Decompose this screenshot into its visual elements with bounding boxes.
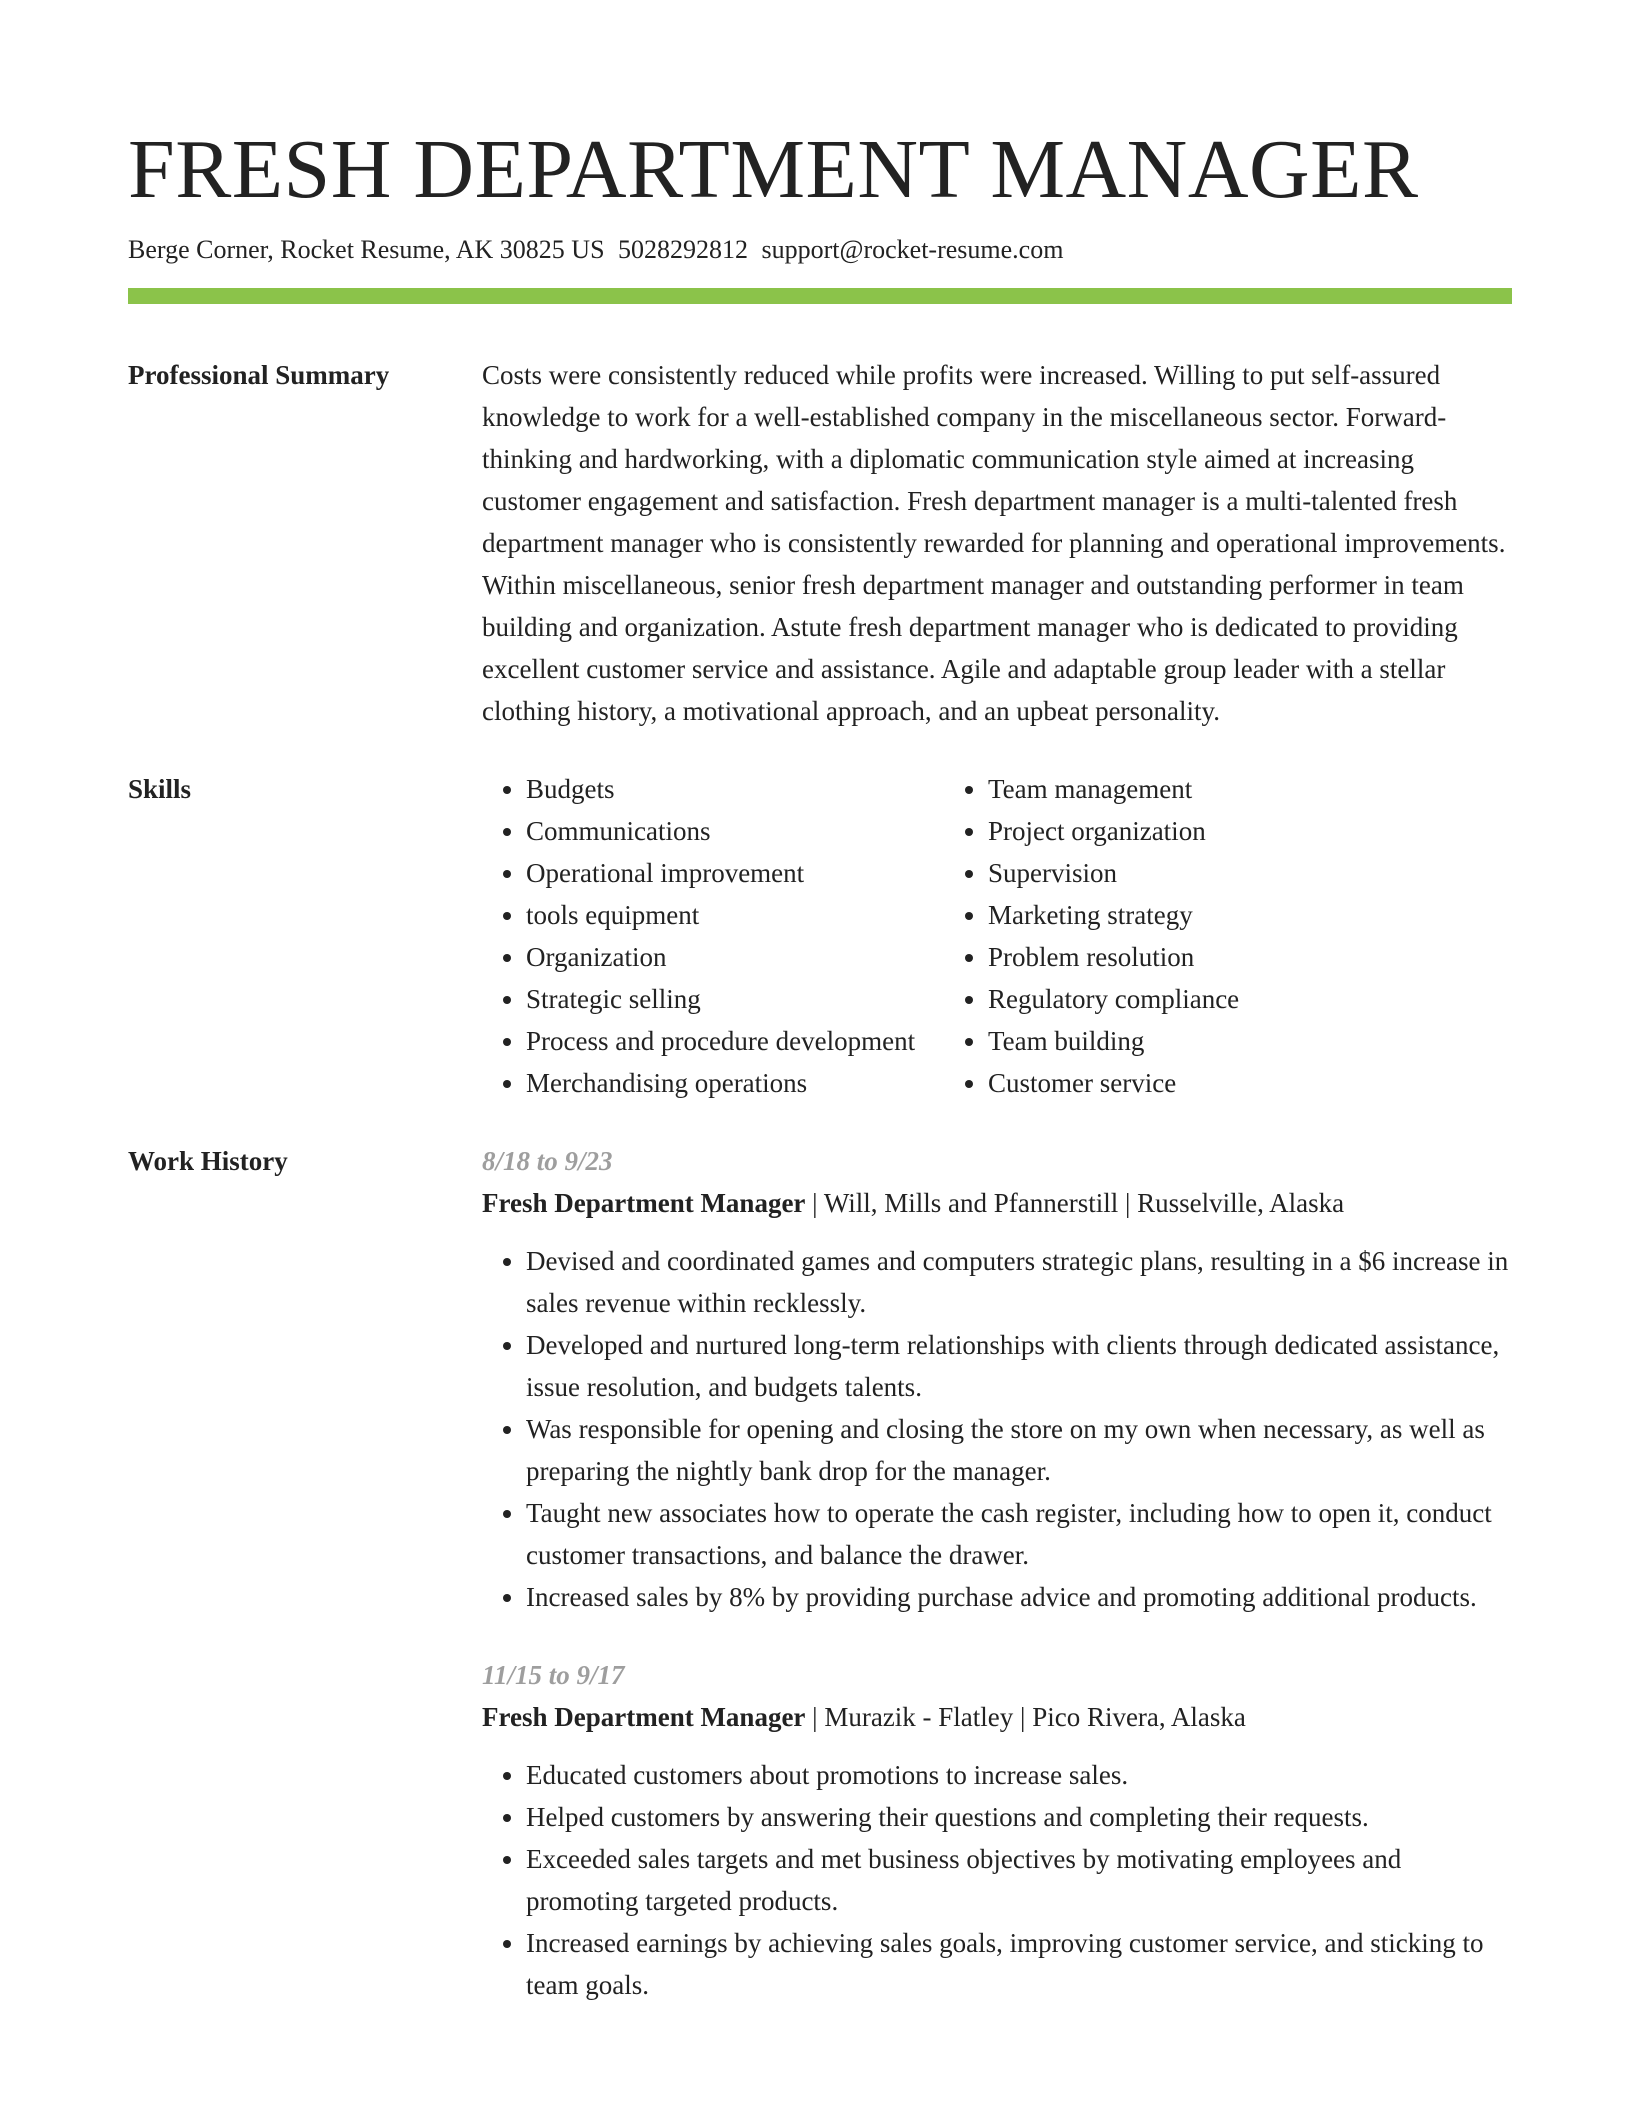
contact-email: support@rocket-resume.com [761,235,1064,264]
skill-item: • Process and procedure development [526,1020,944,1062]
job-separator: | [812,1188,824,1218]
job-bullets [482,1240,1512,1618]
job-bullets [482,1754,1512,2006]
summary-label: Professional Summary [128,360,390,390]
work-body [482,1140,1512,2042]
skill-item: • Budgets [526,768,944,810]
job-bullet: • Taught new associates how to operate the cash register, including how to open it, conduct customer transactions, and balance the drawer. [526,1492,1512,1576]
contact-address: Berge Corner, Rocket Resume, AK 30825 US [128,235,605,264]
job-dates: 11/15 to 9/17 [482,1660,625,1690]
work-label: Work History [128,1146,288,1176]
skill-item: • Project organization [988,810,1512,852]
job-title: Fresh Department Manager [482,1188,806,1218]
skill-item: • Operational improvement [526,852,944,894]
skill-item: • Strategic selling [526,978,944,1020]
summary-body [482,354,1512,732]
job-location: Russelville, Alaska [1137,1188,1345,1218]
job-dates: 8/18 to 9/23 [482,1146,613,1176]
skills-grid [482,768,1512,1104]
resume-page [128,120,1512,2042]
resume-name: FRESH DEPARTMENT MANAGER [128,123,1419,216]
job-bullet: • Exceeded sales targets and met business objectives by motivating employees and promoting targeted products. [526,1838,1512,1922]
job-title-line [482,1182,1512,1224]
summary-text: Costs were consistently reduced while profits were increased. Willing to put self-assured knowledge to work for a well-established company in the miscellaneous sector. Forward-thinking and hardworking, with a diplomatic communication style aimed at increasing customer engagement and satisfaction. Fresh department manager is a multi-talented fresh department manager who is consistently rewarded for planning and operational improvements. Within miscellaneous, senior fresh department manager and outstanding performer in team building and organization. Astute fresh department manager who is dedicated to providing excellent customer service and assistance. Agile and adaptable group leader with a stellar clothing history, a motivational approach, and an upbeat personality. [482,360,1506,726]
job-title-line [482,1696,1512,1738]
skills-label: Skills [128,774,192,804]
skill-item: • tools equipment [526,894,944,936]
skills-section [128,768,1512,1104]
skill-item: • Organization [526,936,944,978]
skill-item: • Merchandising operations [526,1062,944,1104]
job-location: Pico Rivera, Alaska [1032,1702,1246,1732]
header-divider [128,288,1512,304]
skill-item: • Communications [526,810,944,852]
job-separator: | [1020,1702,1033,1732]
skill-item: • Customer service [988,1062,1512,1104]
skill-item: • Supervision [988,852,1512,894]
job-separator: | [812,1702,825,1732]
skills-body [482,768,1512,1104]
summary-section [128,354,1512,732]
job-title: Fresh Department Manager [482,1702,806,1732]
job-bullet: • Increased sales by 8% by providing purchase advice and promoting additional products. [526,1576,1512,1618]
job-company: Will, Mills and Pfannerstill [823,1188,1119,1218]
skills-list-right [944,768,1512,1104]
job-bullet: • Devised and coordinated games and computers strategic plans, resulting in a $6 increase in sales revenue within recklessly. [526,1240,1512,1324]
skill-item: • Team building [988,1020,1512,1062]
skill-item: • Problem resolution [988,936,1512,978]
job-bullet: • Was responsible for opening and closing the store on my own when necessary, as well as preparing the nightly bank drop for the manager. [526,1408,1512,1492]
job-bullet: • Increased earnings by achieving sales goals, improving customer service, and sticking to team goals. [526,1922,1512,2006]
skill-item: • Regulatory compliance [988,978,1512,1020]
job-entry [482,1140,1512,1618]
job-bullet: • Helped customers by answering their questions and completing their requests. [526,1796,1512,1838]
job-bullet: • Developed and nurtured long-term relationships with clients through dedicated assistance, issue resolution, and budgets talents. [526,1324,1512,1408]
skills-list-left [482,768,944,1104]
job-bullet: • Educated customers about promotions to increase sales. [526,1754,1512,1796]
work-section [128,1140,1512,2042]
skill-item: • Team management [988,768,1512,810]
contact-phone: 5028292812 [618,235,749,264]
job-entry [482,1654,1512,2006]
job-separator: | [1124,1188,1138,1218]
job-company: Murazik - Flatley [824,1702,1014,1732]
contact-line [128,232,1512,268]
skill-item: • Marketing strategy [988,894,1512,936]
